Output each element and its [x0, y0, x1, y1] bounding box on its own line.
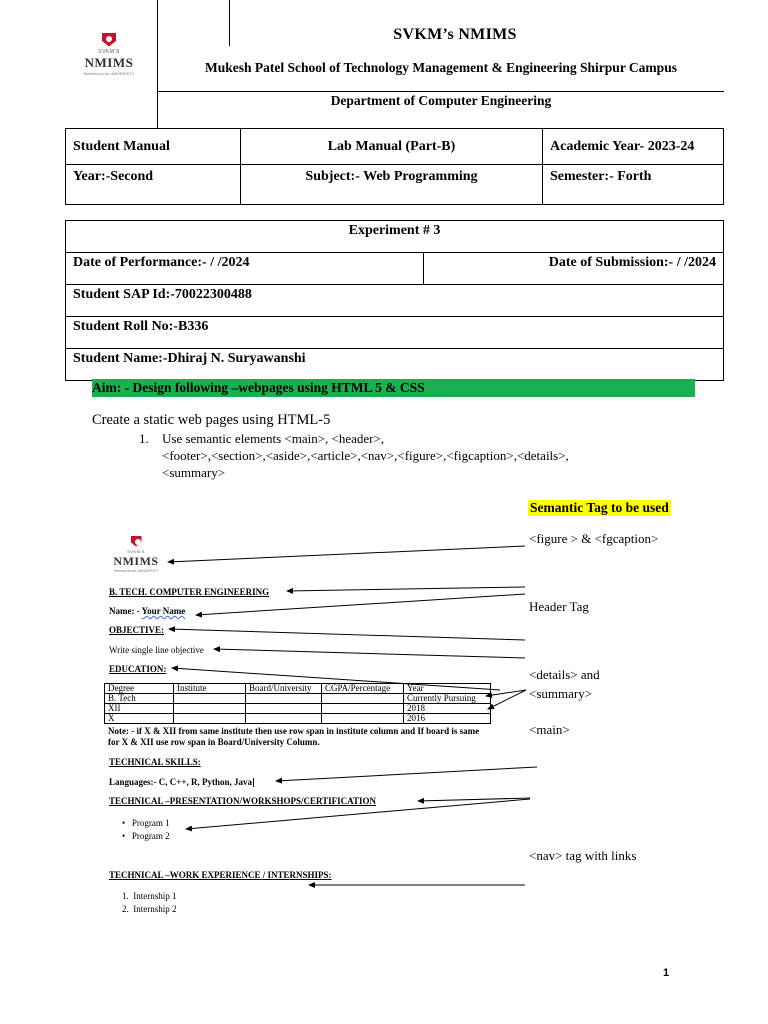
sample-objective-text: Write single line objective: [109, 645, 204, 655]
sample-logo-main-text: NMIMS: [113, 553, 159, 568]
aim-text: Aim: - Design following –webpages using HTML 5 & CSS: [92, 380, 425, 395]
sample-name-value: Your Name: [141, 606, 186, 616]
student-name: Student Name:-Dhiraj N. Suryawanshi: [66, 349, 724, 381]
internship-label: Internship 2: [133, 904, 177, 914]
lab-manual-cell: Lab Manual (Part-B): [241, 129, 543, 165]
task-intro: Create a static web pages using HTML-5: [92, 412, 331, 428]
logo-small-text: SVKM'S: [98, 48, 120, 55]
bullet-icon: •: [122, 818, 132, 828]
logo-main-text: NMIMS: [84, 54, 134, 70]
school-name: Mukesh Patel School of Technology Management & Engineering Shirpur Campus: [205, 60, 677, 75]
task-item-line3: <summary>: [162, 465, 226, 480]
edu-header-cgpa: CGPA/Percentage: [322, 684, 404, 694]
arrow-degree: [287, 587, 525, 591]
department-name: Department of Computer Engineering: [330, 93, 552, 108]
subject-cell: Subject:- Web Programming: [241, 165, 543, 205]
sample-logo-small-text: SVKM'S: [127, 548, 145, 554]
edu-header-degree: Degree: [105, 684, 174, 694]
arrow-languages: [276, 767, 537, 781]
task-number: 1.: [139, 431, 149, 446]
task-item-line2: <footer>,<section>,<aside>,<article>,<nav>,<figure>,<figcaption>,<details>,: [162, 448, 569, 463]
sample-presentation-title: TECHNICAL –PRESENTATION/WORKSHOPS/CERTIFICATION: [109, 796, 376, 806]
program-label: Program 2: [131, 831, 170, 841]
page-number: 1: [663, 967, 670, 979]
task-item-line1: Use semantic elements <main>, <header>,: [162, 431, 385, 446]
org-title: SVKM’s NMIMS: [393, 26, 517, 43]
internship-label: Internship 1: [133, 891, 177, 901]
header-annotation: Header Tag: [529, 599, 589, 614]
main-annotation: <main>: [529, 722, 570, 737]
edu-cell: X: [105, 714, 174, 724]
semantic-tag-heading: Semantic Tag to be used: [530, 500, 669, 515]
date-of-submission: Date of Submission:- / /2024: [424, 253, 724, 285]
program-label: Program 1: [131, 818, 170, 828]
semester-cell: Semester:- Forth: [543, 165, 724, 205]
list-number: 2.: [122, 904, 134, 914]
arrow-figure: [168, 546, 525, 562]
academic-year-cell: Academic Year- 2023-24: [543, 129, 724, 165]
sample-experience-title: TECHNICAL –WORK EXPERIENCE / INTERNSHIPS:: [109, 870, 332, 880]
edu-cell: 2016: [404, 714, 491, 724]
logo-sub-text: Deemed-to-be UNIVERSITY: [83, 70, 135, 76]
sample-education-title: EDUCATION:: [109, 664, 167, 674]
nav-annotation: <nav> tag with links: [529, 848, 637, 863]
list-number: 1.: [122, 891, 134, 901]
sample-note: Note: - if X & XII from same institute then use row span in institute column and If board is same for X & XII use row span in Board/University Column.: [108, 726, 480, 747]
arrow-objective-text: [214, 649, 525, 658]
details-annotation-line1: <details> and: [529, 667, 600, 682]
edu-cell: 2018: [404, 704, 491, 714]
date-of-performance: Date of Performance:- / /2024: [66, 253, 424, 285]
year-cell: Year:-Second: [66, 165, 241, 205]
edu-header-board: Board/University: [246, 684, 322, 694]
sample-objective-title: OBJECTIVE:: [109, 625, 165, 635]
edu-cell: XII: [105, 704, 174, 714]
student-sap-id: Student SAP Id:-70022300488: [66, 285, 724, 317]
student-roll-no: Student Roll No:-B336: [66, 317, 724, 349]
arrow-programs: [186, 799, 530, 829]
student-manual-cell: Student Manual: [66, 129, 241, 165]
edu-header-year: Year: [404, 684, 491, 694]
figure-annotation: <figure > & <fgcaption>: [529, 531, 659, 546]
arrow-objective: [169, 629, 525, 640]
edu-cell: B. Tech: [105, 694, 174, 704]
details-annotation-line2: <summary>: [529, 686, 593, 701]
sample-name-prefix: Name: -: [109, 606, 142, 616]
arrow-education: [172, 668, 500, 690]
sample-logo-sub-text: Deemed-to-be UNIVERSITY: [113, 568, 159, 573]
sample-skills-title: TECHNICAL SKILLS:: [109, 757, 201, 767]
sample-languages-text: Languages:- C, C++, R, Python, Java: [109, 777, 253, 787]
edu-cell: Currently Pursuing: [404, 694, 491, 704]
edu-header-institute: Institute: [174, 684, 246, 694]
experiment-title: Experiment # 3: [66, 221, 724, 253]
sample-degree-title: B. TECH. COMPUTER ENGINEERING: [109, 587, 270, 597]
bullet-icon: •: [122, 831, 132, 841]
arrow-name: [196, 594, 525, 615]
